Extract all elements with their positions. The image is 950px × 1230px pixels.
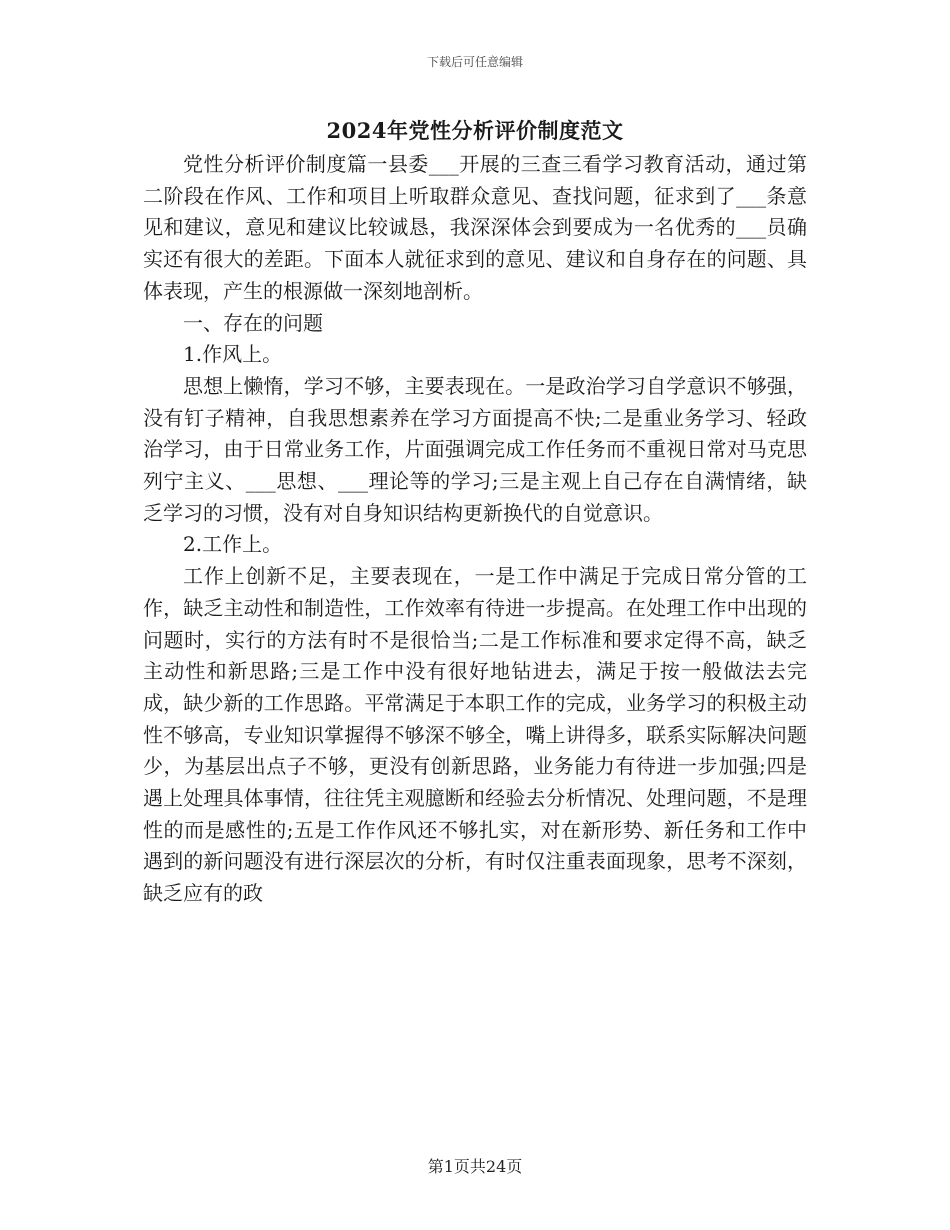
document-body: [143, 149, 807, 910]
paragraph-work: 工作上创新不足，主要表现在，一是工作中满足于完成日常分管的工作，缺乏主动性和制造性，工作效率有待进一步提高。在处理工作中出现的问题时，实行的方法有时不是很恰当;二是工作标准和要求定得不高，缺乏主动性和新思路;三是工作中没有很好地钻进去，满足于按一般做法去完成，缺少新的工作思路。平常满足于本职工作的完成，业务学习的积极主动性不够高，专业知识掌握得不够深不够全，嘴上讲得多，联系实际解决问题少，为基层出点子不够，更没有创新思路，业务能力有待进一步加强;四是遇上处理具体事情，往往凭主观臆断和经验去分析情况、处理问题，不是理性的而是感性的;五是工作作风还不够扎实，对在新形势、新任务和工作中遇到的新问题没有进行深层次的分析，有时仅注重表面现象，思考不深刻，缺乏应有的政: [143, 564, 807, 906]
paragraph-style: 思想上懒惰，学习不够，主要表现在。一是政治学习自学意识不够强，没有钉子精神，自我思想素养在学习方面提高不快;二是重业务学习、轻政治学习，由于日常业务工作，片面强调完成工作任务而不重视日常对马克思列宁主义、___思想、___理论等的学习;三是主观上自己存在自满情绪，缺乏学习的习惯，没有对自身知识结构更新换代的自觉意识。: [143, 373, 807, 525]
subheading-work: 2.工作上。: [183, 532, 283, 557]
section-heading-problems: 一、存在的问题: [183, 310, 323, 335]
subheading-style: 1.作风上。: [183, 342, 283, 367]
header-note: 下载后可任意编辑: [426, 55, 523, 69]
document-title: 2024年党性分析评价制度范文: [326, 118, 624, 143]
paragraph-intro: 党性分析评价制度篇一县委___开展的三查三看学习教育活动，通过第二阶段在作风、工作和项目上听取群众意见、查找问题，征求到了___条意见和建议，意见和建议比较诚恳，我深深体会到要成为一名优秀的___员确实还有很大的差距。下面本人就征求到的意见、建议和自身存在的问题、具体表现，产生的根源做一深刻地剖析。: [143, 152, 807, 303]
page-footer: 第1页共24页: [427, 1157, 523, 1176]
